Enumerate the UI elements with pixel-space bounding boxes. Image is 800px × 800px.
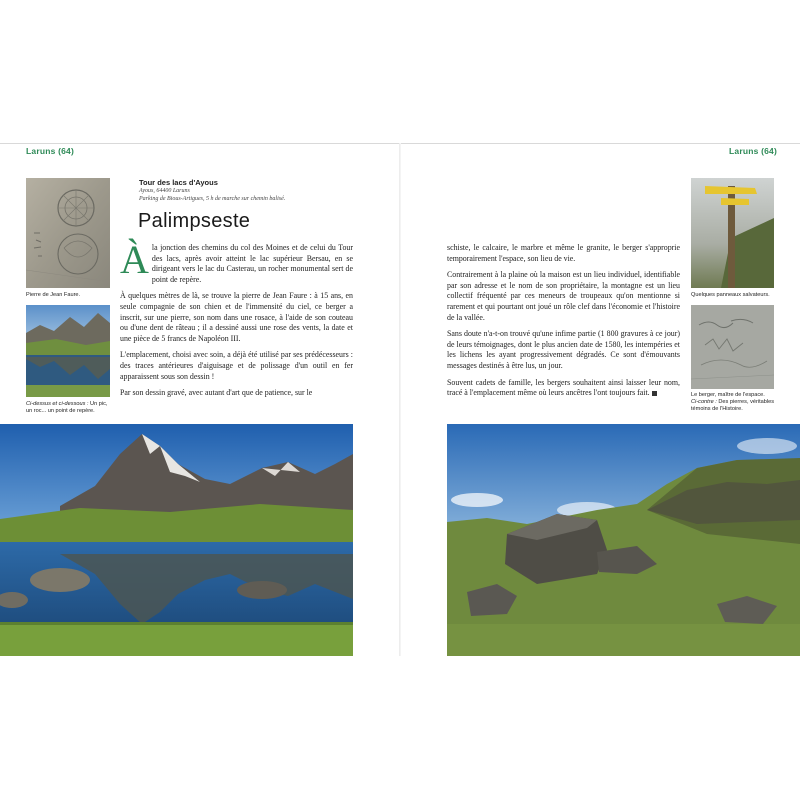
paragraph-2: À quelques mètres de là, se trouve la pierre de Jean Faure : à 15 ans, en seule compagnie de son chien et de l'immensité du ciel, ce berger a inscrit, sur une pierre, son nom dans une rosace, à l'aide de son couteau ou d'une dent de râteau ; il a dessiné aussi une rose des vents, la date et une pièce de 5 francs de Napoléon III. [120,291,353,343]
caption-engraved-stone-text: Des pierres, véritables témoins de l'Histoire. [691,399,775,412]
caption-engraved-stone-italic: Ci-contre : [691,399,717,405]
caption-engraved-stone-2 [691,399,787,413]
paragraph-6: Contrairement à la plaine où la maison est un lieu individuel, identifiable par son adresse et le nom de son propriétaire, la montagne est un lieu collectif fréquenté par ces meneurs de troupeaux qu'on mentionne si rarement et qui pourtant ont joué un rôle clef dans l'économie et l'histoire de la vallée. [447,270,680,322]
route-info [139,178,359,203]
route-title: Tour des lacs d'Ayous [139,178,218,187]
paragraph-8 [447,378,680,399]
right-text-column [447,243,680,405]
paragraph-1-text: la jonction des chemins du col des Moines et de celui du Tour des lacs, après avoir atteint le lac supérieur Bersau, en se dirigeant vers le lac du Casterau, un rocher monumental sert de point de repère. [151,243,353,284]
route-address: Ayous, 64400 Laruns [139,188,190,194]
photo-lake-small [26,305,110,397]
paragraph-3: L'emplacement, choisi avec soin, a déjà été utilisé par ses prédécesseurs : des traces antérieures d'aiguisage et de polissage d'un outil en fer apparaissent sous son dessin ! [120,350,353,381]
caption-engraved-stone-1: Le berger, maître de l'espace. [691,392,765,398]
running-header-left: Laruns (64) [26,146,75,156]
photo-carved-stone [26,178,110,288]
caption-signpost: Quelques panneaux salvateurs. [691,292,770,298]
caption-lake-small-italic: Ci-dessus et ci-dessous : [26,401,89,407]
left-text-column [120,237,353,405]
end-mark-icon [652,391,657,396]
drop-cap: À [120,237,149,282]
page-gutter [399,143,401,656]
paragraph-1 [120,237,353,285]
route-access: Parking de Bious-Artigues, 5 h de marche sur chemin balisé. [139,196,286,202]
paragraph-5: schiste, le calcaire, le marbre et même le granite, le berger s'approprie temporairement l'espace, son lieu de vie. [447,243,680,263]
page-title: Palimpseste [138,210,251,232]
photo-mountain-lake [0,424,353,656]
caption-engraved-stone [691,392,787,413]
caption-stone: Pierre de Jean Faure. [26,292,81,298]
photo-engraved-stone [691,305,774,389]
running-header-right: Laruns (64) [729,146,778,156]
photo-signpost [691,178,774,288]
photo-boulder-pasture [447,424,800,656]
caption-lake-small [26,401,112,415]
paragraph-8-text: Souvent cadets de famille, les bergers souhaitent ainsi laisser leur nom, tracé à l'emplacement même où leurs ancêtres l'ont toujours fait. [447,377,680,398]
caption-lake-small-text: Un pic, un roc... un point de repère. [26,401,108,414]
paragraph-4: Par son dessin gravé, avec autant d'art que de patience, sur le [120,388,313,398]
paragraph-7: Sans doute n'a-t-on trouvé qu'une infime partie (1 800 gravures à ce jour) de leurs témoignages, dont le plus ancien date de 1580, les intempéries et les lichens les ayant progressivement dégradés. Ce sont d'émouvants messages destinés à être lus, un jour. [447,329,680,370]
